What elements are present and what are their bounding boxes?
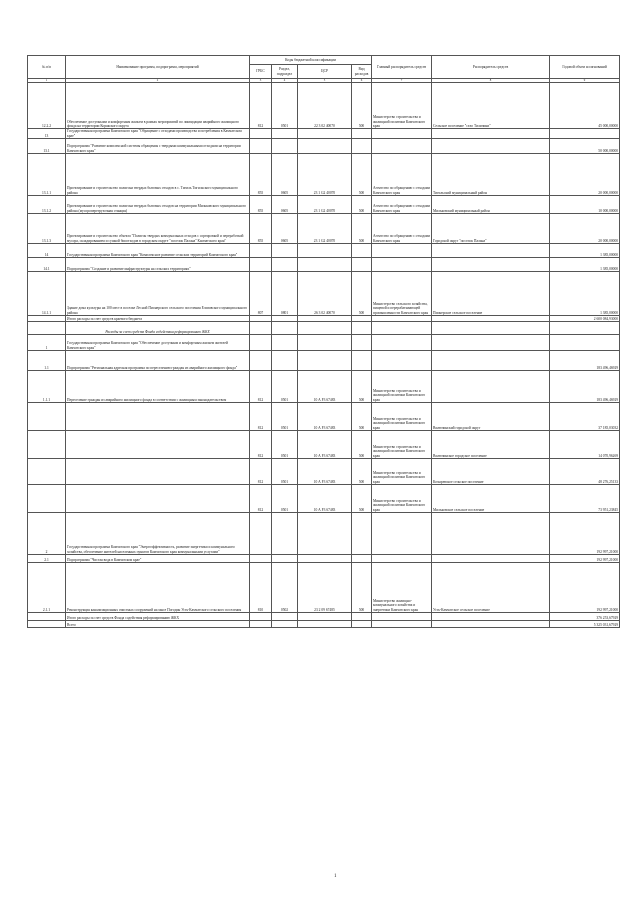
row-recipient	[432, 371, 550, 403]
row-cs	[298, 351, 352, 371]
row-cs: 10 А F3 67483	[298, 403, 352, 431]
row-razdel: 0501	[272, 371, 298, 403]
row-razdel	[272, 351, 298, 371]
row-number	[28, 431, 66, 459]
table-body	[28, 83, 620, 628]
table-row	[28, 563, 620, 613]
row-number	[28, 322, 66, 335]
row-vr	[352, 139, 372, 154]
row-number: 14	[28, 244, 66, 258]
row-name: Государственная программа Камчатского края "Обеспечение доступным и комфортным жильем жителей Камчатского края"	[66, 335, 250, 351]
row-grbs: 812	[250, 83, 272, 129]
header-total: Годовой объем ассигнований	[550, 56, 620, 79]
row-main-distributor	[372, 621, 432, 628]
row-name: Государственная программа Камчатского края "Энергоэффективность, развитие энергетики и коммунального хозяйства, обеспечение жителей населенных пунктов Камчатского края коммунальными услугами"	[66, 513, 250, 555]
row-cs	[298, 555, 352, 563]
row-vr: 500	[352, 272, 372, 316]
row-number: 13.1.1	[28, 154, 66, 196]
row-vr	[352, 129, 372, 139]
row-total: 73 951,23845	[550, 485, 620, 513]
row-total: 1 385,00000	[550, 244, 620, 258]
budget-table	[27, 55, 620, 628]
row-recipient	[432, 258, 550, 272]
row-main-distributor	[372, 513, 432, 555]
row-razdel: 0605	[272, 196, 298, 214]
row-name: Итого расходы за счет средств краевого бюджета	[66, 316, 250, 322]
row-total: 376 253,67929	[550, 613, 620, 621]
row-number: 12.2.2	[28, 83, 66, 129]
row-total: 192 997,21000	[550, 555, 620, 563]
row-cs	[298, 335, 352, 351]
row-grbs	[250, 513, 272, 555]
row-vr	[352, 258, 372, 272]
row-name: Всего	[66, 621, 250, 628]
row-number	[28, 621, 66, 628]
row-number	[28, 613, 66, 621]
row-number: 13.1.2	[28, 196, 66, 214]
row-total: 5 325 031,67929	[550, 621, 620, 628]
row-razdel: 0501	[272, 485, 298, 513]
row-main-distributor: Министерство строительства и жилищной политики Камчатского края	[372, 431, 432, 459]
row-total: 50 000,00000	[550, 139, 620, 154]
row-razdel	[272, 335, 298, 351]
row-number: 1.1	[28, 351, 66, 371]
row-cs	[298, 244, 352, 258]
row-grbs: 812	[250, 485, 272, 513]
row-name: Реконструкция канализационных очистных сооружений на мысе Погодин Усть-Камчатского сельского поселения	[66, 563, 250, 613]
colnum: 5	[298, 79, 352, 83]
row-cs	[298, 258, 352, 272]
row-number: 2	[28, 513, 66, 555]
table-row	[28, 513, 620, 555]
row-grbs	[250, 351, 272, 371]
row-recipient	[432, 244, 550, 258]
row-main-distributor: Министерство строительства и жилищной политики Камчатского края	[372, 403, 432, 431]
table-row	[28, 403, 620, 431]
table-row	[28, 244, 620, 258]
row-razdel	[272, 129, 298, 139]
table-row	[28, 129, 620, 139]
row-cs: 10 А F3 67483	[298, 371, 352, 403]
row-name: Подпрограмма "Развитие комплексной системы обращения с твердыми коммунальными отходами на территории Камчатского края"	[66, 139, 250, 154]
row-main-distributor	[372, 335, 432, 351]
row-grbs	[250, 258, 272, 272]
table-row	[28, 196, 620, 214]
row-vr: 500	[352, 563, 372, 613]
table-row	[28, 83, 620, 129]
row-cs: 10 А F3 67483	[298, 431, 352, 459]
row-number	[28, 459, 66, 485]
row-recipient: Козыревское сельское поселение	[432, 459, 550, 485]
row-vr: 500	[352, 196, 372, 214]
row-cs: 22 3 02 40070	[298, 83, 352, 129]
row-vr: 500	[352, 459, 372, 485]
row-cs	[298, 139, 352, 154]
row-grbs: 812	[250, 431, 272, 459]
row-main-distributor: Министерство строительства и жилищной политики Камчатского края	[372, 459, 432, 485]
row-recipient: Мильковское сельское поселение	[432, 485, 550, 513]
row-total: 183 496,46929	[550, 351, 620, 371]
row-total: 1 385,00000	[550, 258, 620, 272]
row-razdel	[272, 322, 298, 335]
row-recipient: Мильковский муниципальный район	[432, 196, 550, 214]
row-cs: 23 1 G2 40070	[298, 214, 352, 244]
row-recipient: Вилючинский городской округ	[432, 403, 550, 431]
row-razdel: 0605	[272, 214, 298, 244]
row-recipient: Тигильский муниципальный район	[432, 154, 550, 196]
row-name	[66, 459, 250, 485]
row-number: 2.1	[28, 555, 66, 563]
row-main-distributor: Агентство по обращению с отходами Камчатского края	[372, 154, 432, 196]
row-recipient: Пионерское сельское поселение	[432, 272, 550, 316]
row-number	[28, 485, 66, 513]
row-razdel: 0801	[272, 272, 298, 316]
row-number: 1.1.1	[28, 371, 66, 403]
row-main-distributor: Министерство жилищно-коммунального хозяйства и энергетики Камчатского края	[372, 563, 432, 613]
row-number: 14.1.1	[28, 272, 66, 316]
row-total: 37 185,03032	[550, 403, 620, 431]
row-main-distributor	[372, 322, 432, 335]
row-vr	[352, 621, 372, 628]
row-name: Проектирование и строительство объекта "Полигон твердых коммунальных отходов с сортировкой и переработкой мусора, складированием и сушкой биоотходов в городском округе "поселок Палана" Камчатского края"	[66, 214, 250, 244]
row-grbs: 855	[250, 154, 272, 196]
header-razdel: Раздел, подраздел	[272, 65, 298, 79]
row-recipient: Городской округ "поселок Палана"	[432, 214, 550, 244]
row-main-distributor: Агентство по обращению с отходами Камчатского края	[372, 214, 432, 244]
colnum: 9	[550, 79, 620, 83]
colnum: 7	[372, 79, 432, 83]
row-number	[28, 403, 66, 431]
table-row	[28, 431, 620, 459]
header-name: Наименование программ, подпрограмм, мероприятий	[66, 56, 250, 79]
table-row	[28, 621, 620, 628]
row-grbs	[250, 129, 272, 139]
row-main-distributor	[372, 351, 432, 371]
row-number: 13.1	[28, 139, 66, 154]
row-cs	[298, 513, 352, 555]
row-cs: 26 3 02 40070	[298, 272, 352, 316]
row-vr	[352, 513, 372, 555]
row-main-distributor	[372, 244, 432, 258]
row-total: 20 000,00000	[550, 214, 620, 244]
row-name: Подпрограмма "Региональная адресная программа по переселению граждан из аварийного жилищного фонда"	[66, 351, 250, 371]
row-main-distributor: Министерство строительства и жилищной политики Камчатского края	[372, 371, 432, 403]
row-vr: 500	[352, 214, 372, 244]
row-total: 192 997,21000	[550, 513, 620, 555]
colnum: 2	[66, 79, 250, 83]
table-row	[28, 371, 620, 403]
row-vr: 500	[352, 154, 372, 196]
row-recipient	[432, 129, 550, 139]
row-recipient: Усть-Камчатское сельское поселение	[432, 563, 550, 613]
table-row	[28, 258, 620, 272]
row-grbs: 810	[250, 563, 272, 613]
row-grbs: 855	[250, 214, 272, 244]
header-codes-group: Коды бюджетной классификации	[250, 56, 372, 65]
row-grbs	[250, 244, 272, 258]
row-recipient	[432, 613, 550, 621]
header-cs: ЦСР	[298, 65, 352, 79]
header-main: Главный распорядитель средств	[372, 56, 432, 79]
row-grbs: 807	[250, 272, 272, 316]
row-grbs	[250, 335, 272, 351]
row-name: Переселение граждан из аварийного жилищного фонда в соответствии с жилищным законодательством	[66, 371, 250, 403]
row-grbs	[250, 613, 272, 621]
row-recipient	[432, 621, 550, 628]
row-main-distributor	[372, 129, 432, 139]
row-grbs	[250, 139, 272, 154]
header-grbs: ГРБС	[250, 65, 272, 79]
header-vr: Вид расходов	[352, 65, 372, 79]
row-razdel	[272, 613, 298, 621]
row-total	[550, 335, 620, 351]
colnum: 4	[272, 79, 298, 83]
row-razdel	[272, 258, 298, 272]
table-row	[28, 485, 620, 513]
row-total: 183 496,46929	[550, 371, 620, 403]
row-main-distributor: Министерство строительства и жилищной политики Камчатского края	[372, 83, 432, 129]
row-vr	[352, 322, 372, 335]
table-row	[28, 139, 620, 154]
table-row	[28, 351, 620, 371]
row-total: 10 000,00000	[550, 196, 620, 214]
row-cs	[298, 129, 352, 139]
row-name: Подпрограмма "Создание и развитие инфраструктуры на сельских территориях"	[66, 258, 250, 272]
row-razdel: 0501	[272, 403, 298, 431]
row-cs	[298, 322, 352, 335]
row-recipient	[432, 335, 550, 351]
row-total: 192 997,21000	[550, 563, 620, 613]
row-name	[66, 403, 250, 431]
row-vr: 500	[352, 403, 372, 431]
row-grbs	[250, 555, 272, 563]
table-row	[28, 272, 620, 316]
row-number: 13.1.3	[28, 214, 66, 244]
row-cs	[298, 621, 352, 628]
row-name: Государственная программа Камчатского края "Обращение с отходами производства и потребления в Камчатском крае"	[66, 129, 250, 139]
row-cs: 23 1 G2 40070	[298, 154, 352, 196]
document-table-wrapper	[27, 55, 619, 628]
row-name: Проектирование и строительство полигона твердых бытовых отходов на территории Мильковского муниципального района (мусороперегрузочная станция)	[66, 196, 250, 214]
table-row	[28, 555, 620, 563]
row-total: 1 385,00000	[550, 272, 620, 316]
row-razdel	[272, 621, 298, 628]
page-number: 1	[334, 874, 337, 879]
row-razdel: 0501	[272, 459, 298, 485]
row-number: 2.1.1	[28, 563, 66, 613]
row-razdel	[272, 244, 298, 258]
row-name	[66, 485, 250, 513]
row-total	[550, 322, 620, 335]
row-name: Итого расходы за счет средств Фонда содействия реформированию ЖКХ	[66, 613, 250, 621]
row-grbs	[250, 621, 272, 628]
row-grbs: 812	[250, 459, 272, 485]
row-total: 2 600 084,93000	[550, 316, 620, 322]
row-recipient: Сельское поселение "село Тиличики"	[432, 83, 550, 129]
row-recipient	[432, 555, 550, 563]
row-cs	[298, 613, 352, 621]
row-cs: 23 2 09 67485	[298, 563, 352, 613]
row-vr: 500	[352, 485, 372, 513]
row-vr	[352, 335, 372, 351]
row-cs: 10 А F3 67483	[298, 485, 352, 513]
row-total: 48 276,25133	[550, 459, 620, 485]
row-main-distributor	[372, 613, 432, 621]
row-recipient	[432, 322, 550, 335]
row-name: Проектирование и строительство полигона твердых бытовых отходов в с. Тигиль Тигильского муниципального района	[66, 154, 250, 196]
header-recipient: Распорядитель средств	[432, 56, 550, 79]
table-row	[28, 322, 620, 335]
row-main-distributor: Министерство сельского хозяйства, пищевой и перерабатывающей промышленности Камчатского края	[372, 272, 432, 316]
row-cs: 10 А F3 67483	[298, 459, 352, 485]
colnum: 1	[28, 79, 66, 83]
row-name: Государственная программа Камчатского края "Комплексное развитие сельских территорий Камчатского края"	[66, 244, 250, 258]
row-main-distributor: Министерство строительства и жилищной политики Камчатского края	[372, 485, 432, 513]
row-razdel	[272, 139, 298, 154]
row-recipient	[432, 513, 550, 555]
header-num: № п/п	[28, 56, 66, 79]
table-row	[28, 214, 620, 244]
row-vr	[352, 555, 372, 563]
row-razdel: 0501	[272, 431, 298, 459]
row-vr: 500	[352, 83, 372, 129]
row-name: Расходы за счет средств Фонда содействия реформированию ЖКХ	[66, 322, 250, 335]
row-number: 13	[28, 129, 66, 139]
row-cs: 23 1 G2 40070	[298, 196, 352, 214]
row-razdel	[272, 513, 298, 555]
row-main-distributor	[372, 258, 432, 272]
row-name	[66, 431, 250, 459]
row-number: 1	[28, 335, 66, 351]
table-row	[28, 459, 620, 485]
row-razdel	[272, 555, 298, 563]
row-grbs: 812	[250, 403, 272, 431]
row-total	[550, 129, 620, 139]
row-vr	[352, 613, 372, 621]
row-name: Здание дома культуры на 100 мест в поселке Лесной Пионерского сельского поселения Елизовского муниципального района	[66, 272, 250, 316]
row-recipient	[432, 139, 550, 154]
row-number: 14.1	[28, 258, 66, 272]
colnum: 8	[432, 79, 550, 83]
row-razdel: 0502	[272, 563, 298, 613]
table-row	[28, 335, 620, 351]
row-vr: 500	[352, 431, 372, 459]
row-main-distributor: Агентство по обращению с отходами Камчатского края	[372, 196, 432, 214]
row-total: 20 000,00000	[550, 154, 620, 196]
row-total: 45 000,00000	[550, 83, 620, 129]
row-total: 14 070,96269	[550, 431, 620, 459]
row-razdel: 0501	[272, 83, 298, 129]
row-grbs: 812	[250, 371, 272, 403]
row-vr	[352, 244, 372, 258]
row-vr	[352, 351, 372, 371]
table-row	[28, 613, 620, 621]
row-vr: 500	[352, 371, 372, 403]
row-name: Подпрограмма "Чистая вода в Камчатском крае"	[66, 555, 250, 563]
row-recipient: Вилючинское городское поселение	[432, 431, 550, 459]
row-razdel: 0605	[272, 154, 298, 196]
row-main-distributor	[372, 555, 432, 563]
row-name: Обеспечение доступными и комфортным жильем в рамках мероприятий по ликвидации аварийного жилищного фонда на территории Корякского округа	[66, 83, 250, 129]
row-recipient	[432, 351, 550, 371]
colnum: 3	[250, 79, 272, 83]
row-main-distributor	[372, 139, 432, 154]
row-grbs	[250, 322, 272, 335]
row-grbs: 855	[250, 196, 272, 214]
table-row	[28, 154, 620, 196]
colnum: 6	[352, 79, 372, 83]
